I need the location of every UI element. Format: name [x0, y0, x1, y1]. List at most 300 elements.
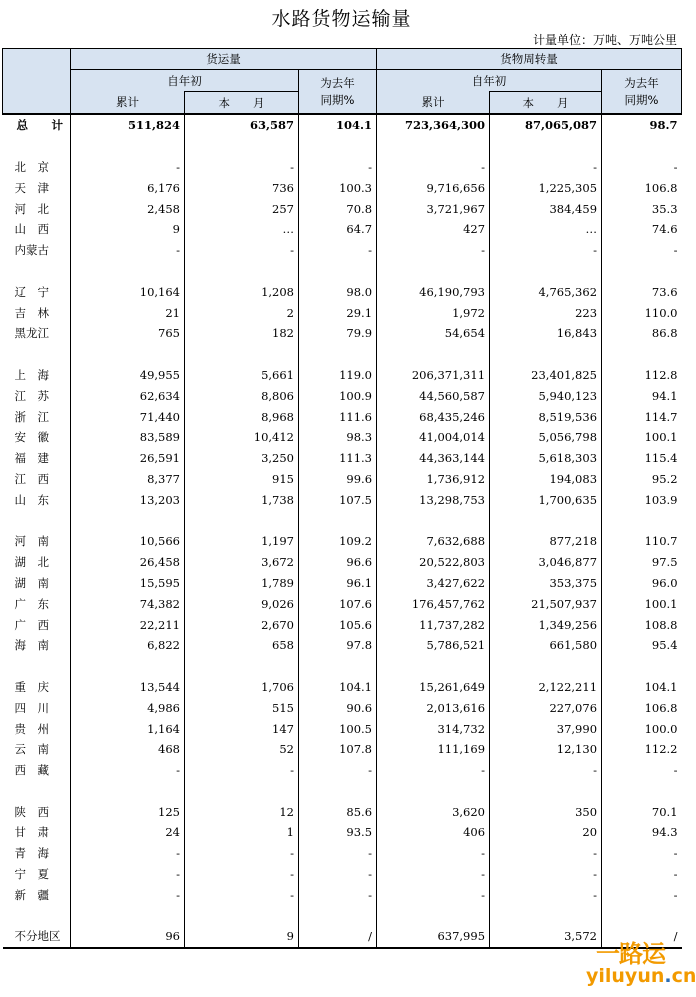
cell-value: -: [673, 846, 678, 861]
cell-value: -: [377, 843, 490, 864]
table-row: [3, 365, 682, 386]
cell-value: 11,737,282: [377, 614, 490, 635]
cell-value: -: [673, 867, 678, 882]
cell-value: 16,843: [490, 323, 602, 344]
cell-value: -: [185, 884, 299, 905]
cell-value: -: [377, 760, 490, 781]
cell-value: 5,661: [185, 365, 299, 386]
cell-value: [377, 261, 490, 282]
cell-value: 20: [490, 822, 602, 843]
cell-value: 68,435,246: [377, 406, 490, 427]
region-name: [3, 136, 71, 157]
cell-value: 87,065,087: [490, 114, 602, 136]
table-row: [3, 718, 682, 739]
cell-value: [185, 905, 299, 926]
table-row: [3, 926, 682, 948]
cell-value: 44,560,587: [377, 385, 490, 406]
cell-value: 736: [185, 177, 299, 198]
region-name: 福 建: [3, 448, 71, 469]
cell-value: 2,013,616: [377, 697, 490, 718]
cell-value: [299, 656, 377, 677]
cell-value: [71, 136, 185, 157]
cell-value: [299, 344, 377, 365]
cell-value: 10,566: [71, 531, 185, 552]
cell-value: [71, 510, 185, 531]
region-name: 宁 夏: [3, 864, 71, 885]
cell-value: 71,440: [71, 406, 185, 427]
cell-value: -: [71, 157, 185, 178]
cell-value: -: [377, 240, 490, 261]
region-name: 云 南: [3, 739, 71, 760]
cell-value: 511,824: [71, 114, 185, 136]
cell-value: 1,700,635: [490, 489, 602, 510]
cell-value: 96.6: [299, 552, 377, 573]
cell-value: 2,458: [71, 198, 185, 219]
cell-value: -: [299, 864, 377, 885]
cell-value: 73.6: [651, 284, 678, 299]
cell-value: [185, 136, 299, 157]
table-row: [3, 552, 682, 573]
cell-value: -: [185, 760, 299, 781]
cell-value: 515: [185, 697, 299, 718]
cell-value: 3,721,967: [377, 198, 490, 219]
region-name: 天 津: [3, 177, 71, 198]
cell-value: 227,076: [490, 697, 602, 718]
cell-value: -: [377, 884, 490, 905]
cell-value: [602, 344, 682, 365]
cell-value: 86.8: [651, 326, 678, 341]
cell-value: 5,618,303: [490, 448, 602, 469]
cell-value: 26,458: [71, 552, 185, 573]
region-name: 浙 江: [3, 406, 71, 427]
cell-value: 12: [185, 801, 299, 822]
cell-value: [377, 656, 490, 677]
cell-value: [299, 510, 377, 531]
cell-value: 85.6: [299, 801, 377, 822]
cell-value: -: [490, 240, 602, 261]
cell-value: 1,706: [185, 677, 299, 698]
cell-value: -: [71, 240, 185, 261]
cell-value: 114.7: [644, 409, 678, 424]
cell-value: 661,580: [490, 635, 602, 656]
cell-value: 111.3: [299, 448, 377, 469]
cell-value: -: [490, 760, 602, 781]
table-row: [3, 843, 682, 864]
cell-value: [490, 344, 602, 365]
region-name: 总 计: [3, 114, 71, 136]
watermark-logo: [586, 934, 696, 987]
table-body: [3, 114, 682, 948]
cell-value: [602, 656, 682, 677]
cell-value: 147: [185, 718, 299, 739]
region-name: 内蒙古: [3, 240, 71, 261]
cell-value: 100.5: [299, 718, 377, 739]
table-row: [3, 677, 682, 698]
region-name: 北 京: [3, 157, 71, 178]
cell-value: 74,382: [71, 593, 185, 614]
region-name: 甘 肃: [3, 822, 71, 843]
cell-value: 1,972: [377, 302, 490, 323]
cell-value: -: [185, 864, 299, 885]
cell-value: -: [490, 864, 602, 885]
region-name: 海 南: [3, 635, 71, 656]
cell-value: 44,363,144: [377, 448, 490, 469]
cell-value: 100.9: [299, 385, 377, 406]
cell-value: 109.2: [299, 531, 377, 552]
table-row: [3, 114, 682, 136]
cell-value: 107.5: [299, 489, 377, 510]
table-row: [3, 697, 682, 718]
header-ytd-volume: 自年初: [71, 70, 299, 92]
cell-value: -: [71, 760, 185, 781]
table-row: [3, 781, 682, 802]
cell-value: 15,261,649: [377, 677, 490, 698]
region-name: 重 庆: [3, 677, 71, 698]
cell-value: 314,732: [377, 718, 490, 739]
cell-value: 468: [71, 739, 185, 760]
header-yoy-volume: 为去年 同期%: [299, 70, 377, 115]
region-name: 江 西: [3, 469, 71, 490]
cell-value: 8,806: [185, 385, 299, 406]
cell-value: -: [377, 864, 490, 885]
header-freight-volume: 货运量: [71, 49, 377, 70]
cell-value: -: [71, 843, 185, 864]
cell-value: 54,654: [377, 323, 490, 344]
cell-value: 64.7: [299, 219, 377, 240]
region-name: 青 海: [3, 843, 71, 864]
cell-value: -: [490, 843, 602, 864]
table-row: [3, 884, 682, 905]
cell-value: [490, 905, 602, 926]
cell-value: 1,349,256: [490, 614, 602, 635]
table-row: [3, 344, 682, 365]
cell-value: -: [490, 884, 602, 905]
cell-value: 182: [185, 323, 299, 344]
cell-value: [185, 261, 299, 282]
cell-value: 94.1: [651, 388, 678, 403]
cell-value: 107.6: [299, 593, 377, 614]
cell-value: 98.7: [602, 114, 682, 136]
table-row: [3, 760, 682, 781]
cell-value: 8,377: [71, 469, 185, 490]
cell-value: 99.6: [299, 469, 377, 490]
cell-value: 96: [71, 926, 185, 948]
cell-value: 26,591: [71, 448, 185, 469]
table-row: [3, 261, 682, 282]
table-row: [3, 656, 682, 677]
header-cumulative-volume: 累计: [71, 92, 185, 115]
unit-note: 计量单位：万吨、万吨公里: [532, 33, 677, 47]
region-name: 广 西: [3, 614, 71, 635]
cell-value: [377, 510, 490, 531]
cell-value: [490, 136, 602, 157]
cell-value: -: [71, 884, 185, 905]
region-name: [3, 344, 71, 365]
cell-value: 12,130: [490, 739, 602, 760]
cell-value: 637,995: [377, 926, 490, 948]
cell-value: 104.1: [299, 677, 377, 698]
cell-value: 15,595: [71, 573, 185, 594]
region-name: 黑龙江: [3, 323, 71, 344]
region-name: [3, 261, 71, 282]
table-row: [3, 469, 682, 490]
table-header: [3, 49, 682, 115]
cell-value: 223: [490, 302, 602, 323]
cell-value: 257: [185, 198, 299, 219]
cell-value: 9,716,656: [377, 177, 490, 198]
region-name: 四 川: [3, 697, 71, 718]
table-row: [3, 531, 682, 552]
cell-value: 37,990: [490, 718, 602, 739]
cell-value: 110.7: [644, 534, 678, 549]
cell-value: -: [673, 763, 678, 778]
cell-value: [602, 136, 682, 157]
cell-value: 3,572: [490, 926, 602, 948]
cell-value: -: [673, 159, 678, 174]
table-row: [3, 801, 682, 822]
cell-value: -: [71, 864, 185, 885]
cell-value: 100.3: [299, 177, 377, 198]
cell-value: 13,544: [71, 677, 185, 698]
cell-value: [377, 905, 490, 926]
cell-value: 112.8: [644, 367, 678, 382]
cell-value: 79.9: [299, 323, 377, 344]
cell-value: [299, 781, 377, 802]
cell-value: 206,371,311: [377, 365, 490, 386]
cell-value: 877,218: [490, 531, 602, 552]
region-name: [3, 781, 71, 802]
cell-value: 9: [185, 926, 299, 948]
region-name: 吉 林: [3, 302, 71, 323]
cell-value: [299, 136, 377, 157]
region-name: 安 徽: [3, 427, 71, 448]
cell-value: 111,169: [377, 739, 490, 760]
cell-value: -: [673, 243, 678, 258]
table-row: [3, 822, 682, 843]
watermark-en: yiluyun.cn: [586, 965, 696, 987]
cell-value: [490, 261, 602, 282]
cell-value: 3,620: [377, 801, 490, 822]
cell-value: 13,298,753: [377, 489, 490, 510]
cell-value: [299, 905, 377, 926]
region-name: 陕 西: [3, 801, 71, 822]
region-name: 辽 宁: [3, 281, 71, 302]
cell-value: 98.3: [299, 427, 377, 448]
cell-value: 6,822: [71, 635, 185, 656]
cell-value: 74.6: [651, 222, 678, 237]
cell-value: 1,738: [185, 489, 299, 510]
cell-value: 104.1: [644, 679, 678, 694]
cell-value: 427: [377, 219, 490, 240]
cell-value: -: [673, 887, 678, 902]
cell-value: 1: [185, 822, 299, 843]
cell-value: 2,670: [185, 614, 299, 635]
cell-value: 658: [185, 635, 299, 656]
table-row: [3, 406, 682, 427]
cell-value: 7,632,688: [377, 531, 490, 552]
cell-value: 1,164: [71, 718, 185, 739]
cell-value: 49,955: [71, 365, 185, 386]
region-name: 湖 南: [3, 573, 71, 594]
cell-value: 21,507,937: [490, 593, 602, 614]
cell-value: 2,122,211: [490, 677, 602, 698]
cell-value: 62,634: [71, 385, 185, 406]
cell-value: [299, 261, 377, 282]
cell-value: 107.8: [299, 739, 377, 760]
cell-value: 29.1: [299, 302, 377, 323]
table-row: [3, 198, 682, 219]
region-name: 河 北: [3, 198, 71, 219]
region-name: 山 东: [3, 489, 71, 510]
cell-value: 3,672: [185, 552, 299, 573]
header-freight-turnover: 货物周转量: [377, 49, 682, 70]
cell-value: /: [299, 926, 377, 948]
table-row: [3, 635, 682, 656]
cell-value: 35.3: [651, 201, 678, 216]
region-name: 江 苏: [3, 385, 71, 406]
region-name: 不分地区: [3, 926, 71, 948]
cell-value: -: [299, 843, 377, 864]
cell-value: 10,164: [71, 281, 185, 302]
cell-value: 24: [71, 822, 185, 843]
cell-value: 115.4: [644, 451, 678, 466]
cell-value: 5,940,123: [490, 385, 602, 406]
table-row: [3, 323, 682, 344]
cell-value: 8,519,536: [490, 406, 602, 427]
cell-value: 350: [490, 801, 602, 822]
table-row: [3, 385, 682, 406]
cell-value: 194,083: [490, 469, 602, 490]
cell-value: 723,364,300: [377, 114, 490, 136]
region-name: 新 疆: [3, 884, 71, 905]
region-name: 上 海: [3, 365, 71, 386]
cell-value: 8,968: [185, 406, 299, 427]
cell-value: 5,056,798: [490, 427, 602, 448]
cell-value: [490, 510, 602, 531]
region-name: [3, 510, 71, 531]
cell-value: -: [185, 157, 299, 178]
cell-value: [71, 781, 185, 802]
cell-value: 22,211: [71, 614, 185, 635]
cell-value: 98.0: [299, 281, 377, 302]
header-cumulative-turnover: 累计: [377, 92, 490, 115]
cell-value: 10,412: [185, 427, 299, 448]
cell-value: 94.3: [651, 825, 678, 840]
cell-value: 4,986: [71, 697, 185, 718]
table-row: [3, 157, 682, 178]
cell-value: 105.6: [299, 614, 377, 635]
cell-value: 3,046,877: [490, 552, 602, 573]
cell-value: [71, 905, 185, 926]
cell-value: 21: [71, 302, 185, 323]
cell-value: -: [299, 240, 377, 261]
cell-value: [71, 344, 185, 365]
cell-value: -: [299, 760, 377, 781]
cell-value: 1,197: [185, 531, 299, 552]
cell-value: /: [602, 926, 682, 948]
table-row: [3, 177, 682, 198]
cell-value: 108.8: [644, 617, 678, 632]
region-name: [3, 905, 71, 926]
cell-value: 9: [71, 219, 185, 240]
cell-value: [71, 261, 185, 282]
cell-value: [490, 656, 602, 677]
table-row: [3, 427, 682, 448]
cell-value: [185, 656, 299, 677]
cell-value: 63,587: [185, 114, 299, 136]
cell-value: 93.5: [299, 822, 377, 843]
cell-value: 1,736,912: [377, 469, 490, 490]
cell-value: 1,789: [185, 573, 299, 594]
cell-value: 353,375: [490, 573, 602, 594]
cell-value: 9,026: [185, 593, 299, 614]
cell-value: 97.5: [651, 555, 678, 570]
cell-value: 1,225,305: [490, 177, 602, 198]
cell-value: 111.6: [299, 406, 377, 427]
cell-value: 41,004,014: [377, 427, 490, 448]
region-name: 河 南: [3, 531, 71, 552]
cell-value: -: [490, 157, 602, 178]
table-row: [3, 219, 682, 240]
cell-value: 46,190,793: [377, 281, 490, 302]
cell-value: [377, 136, 490, 157]
header-month-turnover: 本 月: [490, 92, 602, 115]
data-table: [2, 48, 682, 949]
cell-value: 3,427,622: [377, 573, 490, 594]
header-ytd-turnover: 自年初: [377, 70, 602, 92]
cell-value: 4,765,362: [490, 281, 602, 302]
cell-value: 70.8: [299, 198, 377, 219]
cell-value: [185, 781, 299, 802]
cell-value: 52: [185, 739, 299, 760]
cell-value: [602, 781, 682, 802]
cell-value: -: [185, 843, 299, 864]
table-row: [3, 614, 682, 635]
cell-value: 90.6: [299, 697, 377, 718]
cell-value: 3,250: [185, 448, 299, 469]
region-name: [3, 656, 71, 677]
region-name: 广 东: [3, 593, 71, 614]
page-title: 水路货物运输量: [271, 8, 412, 30]
cell-value: 95.4: [651, 638, 678, 653]
table-row: [3, 489, 682, 510]
cell-value: -: [185, 240, 299, 261]
region-name: 湖 北: [3, 552, 71, 573]
table-row: [3, 302, 682, 323]
header-corner: [3, 49, 71, 115]
table-row: [3, 281, 682, 302]
cell-value: 384,459: [490, 198, 602, 219]
cell-value: 100.1: [644, 596, 678, 611]
cell-value: …: [185, 219, 299, 240]
table-row: [3, 573, 682, 594]
cell-value: -: [299, 157, 377, 178]
cell-value: [602, 905, 682, 926]
header-month-volume: 本 月: [185, 92, 299, 115]
cell-value: [185, 344, 299, 365]
cell-value: 765: [71, 323, 185, 344]
cell-value: 176,457,762: [377, 593, 490, 614]
cell-value: 106.8: [644, 180, 678, 195]
cell-value: 104.1: [299, 114, 377, 136]
region-name: 山 西: [3, 219, 71, 240]
cell-value: 110.0: [644, 305, 678, 320]
cell-value: [602, 261, 682, 282]
cell-value: 100.0: [644, 721, 678, 736]
cell-value: 106.8: [644, 700, 678, 715]
cell-value: 95.2: [651, 471, 678, 486]
cell-value: 5,786,521: [377, 635, 490, 656]
